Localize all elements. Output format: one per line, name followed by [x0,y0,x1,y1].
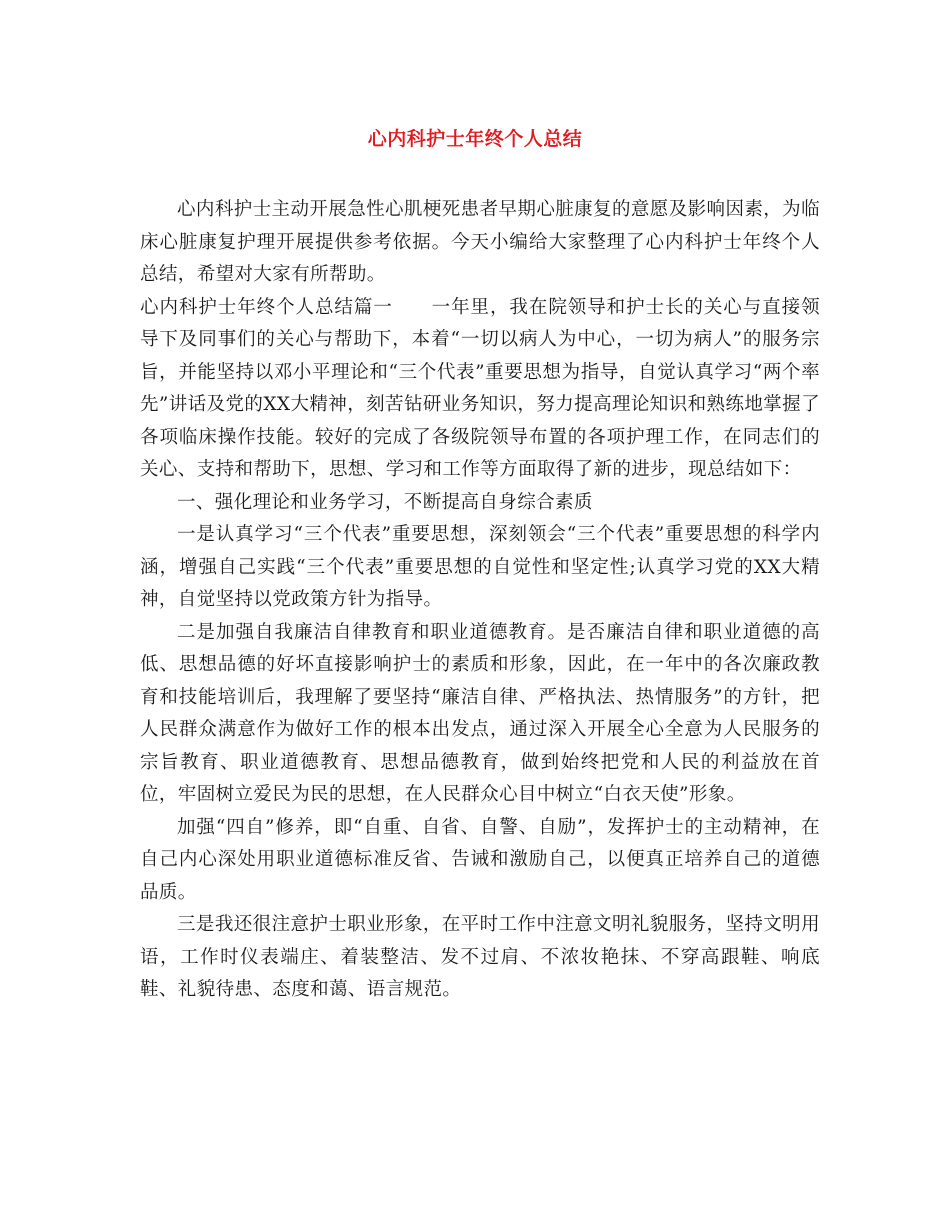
paragraph-section-one: 心内科护士年终个人总结篇一 一年里，我在院领导和护士长的关心与直接领导下及同事们的关心与帮助下，本着“一切以病人为中心，一切为病人”的服务宗旨，并能坚持以邓小平理论和“三个代表”重要思想为指导，自觉认真学习“两个率先”讲话及党的XX大精神，刻苦钻研业务知识，努力提高理论知识和熟练地掌握了各项临床操作技能。较好的完成了各级院领导布置的各项护理工作，在同志们的关心、支持和帮助下，思想、学习和工作等方面取得了新的进步，现总结如下： [140,296,820,480]
document-title: 心内科护士年终个人总结 [367,128,583,150]
paragraph-point-three: 三是我还很注意护士职业形象，在平时工作中注意文明礼貌服务，坚持文明用语，工作时仪表端庄、着装整洁、发不过肩、不浓妆艳抹、不穿高跟鞋、响底鞋、礼貌待患、态度和蔼、语言规范。 [140,914,820,1000]
paragraph-four-self: 加强“四自”修养，即“自重、自省、自警、自励”，发挥护士的主动精神，在自己内心深处用职业道德标准反省、告诫和激励自己，以便真正培养自己的道德品质。 [140,816,820,903]
paragraph-point-one: 一是认真学习“三个代表”重要思想，深刻领会“三个代表”重要思想的科学内涵，增强自己实践“三个代表”重要思想的自觉性和坚定性;认真学习党的XX大精神，自觉坚持以党政策方针为指导。 [140,524,820,610]
paragraph-intro: 心内科护士主动开展急性心肌梗死患者早期心脏康复的意愿及影响因素，为临床心脏康复护理开展提供参考依据。今天小编给大家整理了心内科护士年终个人总结，希望对大家有所帮助。 [140,199,820,285]
paragraph-heading-one: 一、强化理论和业务学习，不断提高自身综合素质 [177,491,593,513]
document-body [140,194,820,1007]
paragraph-point-two: 二是加强自我廉洁自律教育和职业道德教育。是否廉洁自律和职业道德的高低、思想品德的好坏直接影响护士的素质和形象，因此，在一年中的各次廉政教育和技能培训后，我理解了要坚持“廉洁自律、严格执法、热情服务”的方针，把人民群众满意作为做好工作的根本出发点，通过深入开展全心全意为人民服务的宗旨教育、职业道德教育、思想品德教育，做到始终把党和人民的利益放在首位，牢固树立爱民为民的思想，在人民群众心目中树立“白衣天使”形象。 [140,621,820,805]
